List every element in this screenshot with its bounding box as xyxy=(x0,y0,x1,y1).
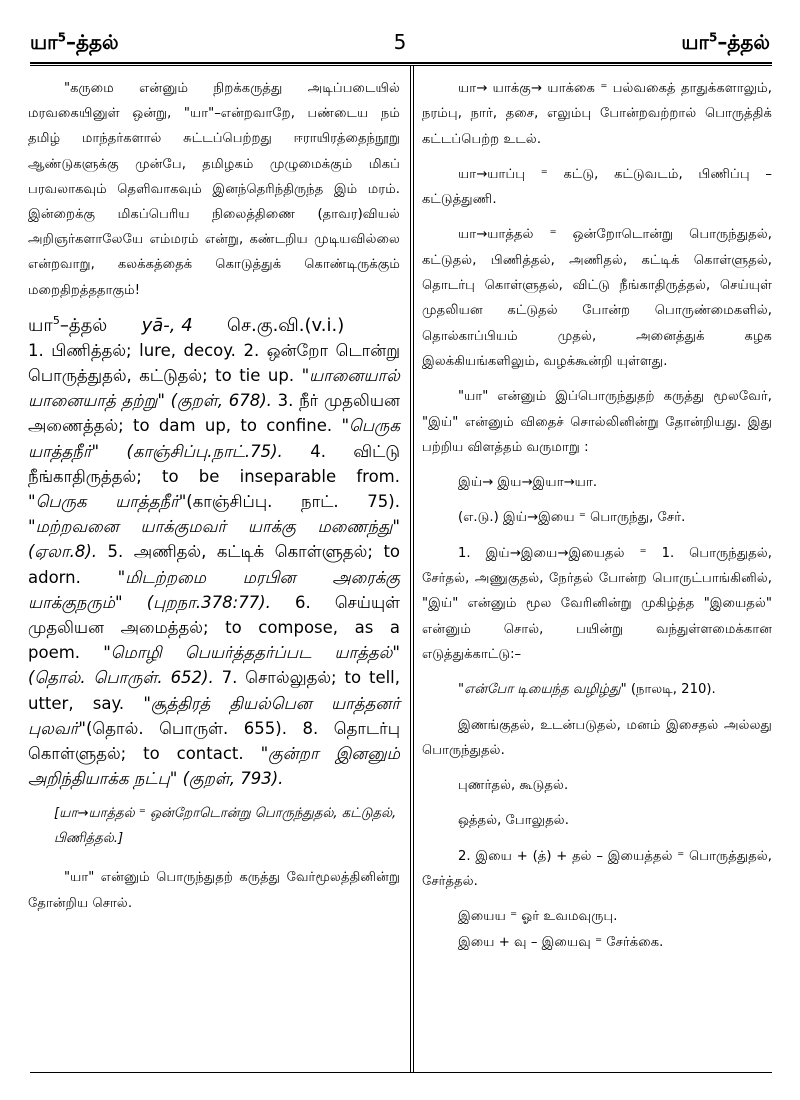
quote-7: "சூத்திரத் தியல்பென யாத்தனர் புலவர்" xyxy=(28,693,401,738)
page-number: 5 xyxy=(393,30,407,54)
quote-1: "யானையால் யானையாத் தற்று" (குறள், 678). xyxy=(28,366,400,411)
paragraph-iyaithal: 1. இய்→இயை→இயைதல் ⁼ 1. பொருந்துதல், சேர்தல், அணுகுதல், நேர்தல் போன்ற பொருட்பாங்கினில், "இய்" என்னும் மூல வேரினின்று முகிழ்த்த "இயைதல்" என்னும் சொல், பயின்று வந்துள்ளமைக்கான எடுத்துக்காட்டு:– xyxy=(422,545,772,662)
derivation-line: இய்→ இய→இயா→யா. xyxy=(458,475,598,491)
paragraph-iyaithal-2: 2. இயை + (த்) + தல் – இயைத்தல் ⁼ பொருத்துதல், சேர்த்தல். xyxy=(422,848,772,890)
quote-text: "என்போ டியைந்த வழிழ்து" xyxy=(458,682,627,698)
column-divider xyxy=(413,66,414,1072)
entry-word: யா xyxy=(28,314,53,336)
quote-7-source: (தொல். பொருள். 655). xyxy=(85,718,287,738)
quote-3: "பெருக யாத்தநீர்" (காஞ்சிப்பு.நாட்.75). xyxy=(28,416,400,461)
head-sup: 5 xyxy=(708,30,718,45)
quote-naladi xyxy=(422,677,772,702)
entry-sup: 5 xyxy=(52,313,60,327)
footer-rule xyxy=(30,1072,772,1073)
definition-4: 4. விட்டு நீங்காதிருத்தல்; to be inseparable from. xyxy=(28,441,400,486)
definition-3: 3. நீர் முதலியன அணைத்தல்; to dam up, to confine. xyxy=(28,391,401,436)
definition-5: 5. அணிதல், கட்டிக் கொள்ளுதல்; to adorn. xyxy=(28,542,401,587)
header-rule-thin xyxy=(30,65,772,66)
paragraph-root: "யா" என்னும் இப்பொருந்துதற் கருத்து மூலவேர், "இய்" என்னும் விதைச் சொல்லினின்று தோன்றியது. இது பற்றிய விளத்தம் வருமாறு : xyxy=(422,389,772,455)
example-line: (எ.டு.) இய்→இயை ⁼ பொருந்து, சேர். xyxy=(458,510,686,526)
quote-4b: "மற்றவனை யாக்குமவர் யாக்கு மணைந்து" (ஏலா.8). xyxy=(28,517,400,562)
entry-transliteration: yā-, 4 xyxy=(141,314,193,336)
line-iyaiya: இயைய ⁼ ஓர் உவமவுருபு. xyxy=(458,909,618,925)
entry-grammar: செ.கு.வி.(v.i.) xyxy=(227,314,345,336)
definition-8: 8. தொடர்பு கொள்ளுதல்; to contact. xyxy=(28,718,401,764)
bracket-note: [யா→யாத்தல் ⁼ ஒன்றோடொன்று பொருந்துதல், கட்டுதல், பிணித்தல்.] xyxy=(54,806,397,847)
definition-1-2: 1. பிணித்தல்; lure, decoy. 2. ஒன்றோ டொன்று பொருத்துதல், கட்டுதல்; to tie up. xyxy=(28,340,400,386)
definition-6: 6. செய்யுள் முதலியன அமைத்தல்; to compose, as a poem. xyxy=(28,592,400,663)
quote-4a-source: (காஞ்சிப்பு. நாட். 75). xyxy=(186,492,400,512)
intro-paragraph: "கருமை என்னும் நிறக்கருத்து அடிப்படையில் மரவகையினுள் ஒன்று, "யா"–என்றவாறே, பண்டைய நம் தமிழ் மாந்தர்களால் சுட்டப்பெற்றது ஈராயிரத்தைந்நூறு ஆண்டுகளுக்கு முன்பே, தமிழகம் முழுமைக்கும் மிகப் பரவலாகவும் தெளிவாகவும் இனந்தெரிந்திருந்த இம் மரம். இன்றைக்கு மிகப்பெரிய நிலைத்திணை (தாவர)வியல் அறிஞர்களாலேயே எம்மரம் என்று, கண்டறிய முடியவில்லை என்றவாறு, கலக்கத்தைக் கொடுத்துக் கொண்டிருக்கும் மறைதிறத்ததாகும்! xyxy=(28,81,400,298)
left-column xyxy=(28,76,400,916)
head-suffix: –த்தல் xyxy=(717,30,770,54)
definitions xyxy=(28,338,400,792)
column-divider xyxy=(410,66,411,1072)
quote-4a: "பெருக யாத்தநீர்" xyxy=(28,492,187,512)
quote-8: "குன்றா இனனும் அறிந்தியாக்க நட்பு" (குறள், 793). xyxy=(28,744,400,789)
running-head-right xyxy=(681,30,770,57)
closing-paragraph: "யா" என்னும் பொருந்துதற் கருத்து வேர்மூலத்தினின்று தோன்றிய சொல். xyxy=(28,870,400,911)
definition-7: 7. சொல்லுதல்; to tell, utter, say. xyxy=(28,668,401,713)
quote-6: "மொழி பெயர்த்ததர்ப்பட யாத்தல்" (தொல். பொருள். 652). xyxy=(28,643,400,688)
meaning-list-1: இணங்குதல், உடன்படுதல், மனம் இசைதல் அல்லது பொருந்துதல். xyxy=(422,717,772,758)
entry-suffix: –த்தல் xyxy=(59,314,108,336)
head-word: யா xyxy=(681,30,709,54)
line-iyaivu: இயை + வு – இயைவு ⁼ சேர்க்கை. xyxy=(458,934,664,950)
paragraph-yakkai: யா→ யாக்கு→ யாக்கை ⁼ பல்வகைத் தாதுக்களாலும், நரம்பு, நார், தசை, எலும்பு போன்றவற்றால் பொருத்திக் கட்டப்பெற்ற உடல். xyxy=(422,81,772,147)
head-sup: 5 xyxy=(57,30,66,45)
head-word: யா xyxy=(30,30,58,54)
paragraph-yattal: யா→யாத்தல் ⁼ ஒன்றோடொன்று பொருந்துதல், கட்டுதல், பிணித்தல், அணிதல், கட்டிக் கொள்ளுதல், தொடர்பு கொள்ளுதல், விட்டு நீங்காதிருத்தல், செய்யுள் முதலியன கட்டுதல் போன்ற பொருண்மைகளில், தொல்காப்பியம் முதல், அனைத்துக் கழக இலக்கியங்களிலும், வழக்கூன்றி யுள்ளது. xyxy=(422,227,772,369)
quote-5: "மிடற்றமை மரபின அரைக்கு யாக்குநரும்" (புறநா.378:77). xyxy=(28,567,400,612)
meaning-list-3: ஒத்தல், போலுதல். xyxy=(458,813,569,829)
paragraph-yappu: யா→யாப்பு ⁼ கட்டு, கட்டுவடம், பிணிப்பு – கட்டுத்துணி. xyxy=(422,166,772,208)
right-column xyxy=(422,76,772,955)
meaning-list-2: புணர்தல், கூடுதல். xyxy=(458,778,569,794)
head-suffix: –த்தல் xyxy=(65,30,119,54)
entry-headword xyxy=(28,309,400,338)
header-rule xyxy=(30,62,772,64)
quote-source: (நாலடி, 210). xyxy=(630,682,716,698)
